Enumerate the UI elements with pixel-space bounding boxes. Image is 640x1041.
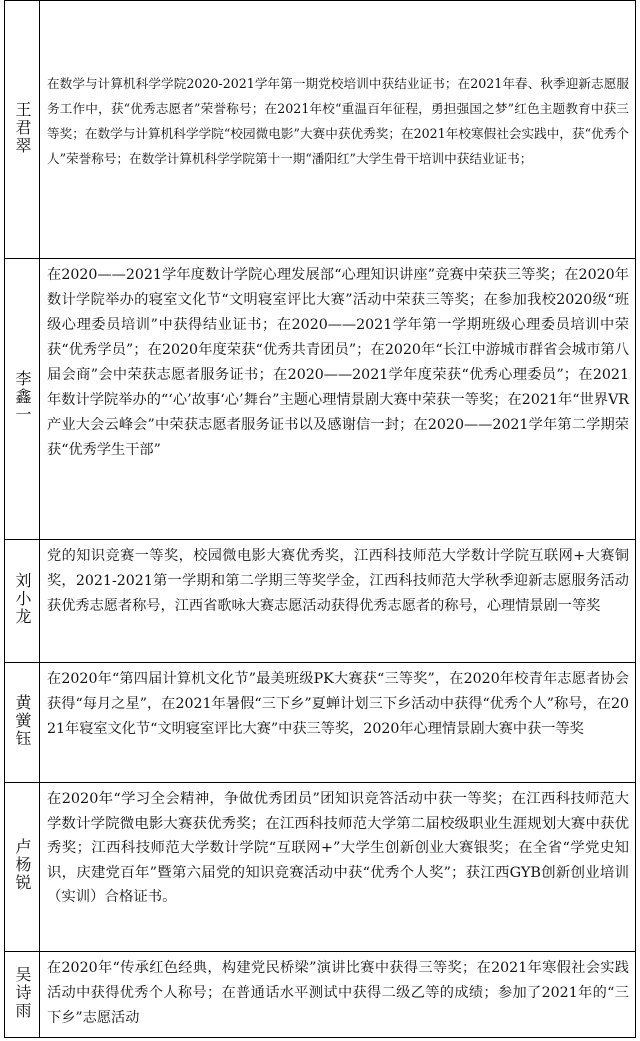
table-row [5,952,636,1038]
table-row [5,540,636,663]
award-description: 在数学与计算机科学学院2020-2021学年第一期党校培训中获结业证书；在2021年春、秋季迎新志愿服务工作中，获“优秀志愿者”荣誉称号；在2021年校“重温百年征程，勇担强国之梦”红色主题教育中获三等奖；在数学与计算机科学学院“校园微电影”大赛中获优秀奖；在2021年校寒假社会实践中，获“优秀个人”荣誉称号；在数学计算机科学学院第十一期“潘阳红”大学生骨干培训中获结业证书； [47,76,629,166]
award-description-cell [40,259,636,540]
award-description: 在2020——2021学年度数计学院心理发展部“心理知识讲座”竞赛中荣获三等奖；在2020年数计学院举办的寝室文化节“文明寝室评比大赛”活动中荣获三等奖；在参加我校2020级“班级心理委员培训”中获得结业证书；在2020——2021学年第一学期班级心理委员培训中荣获“优秀学员”；在2020年度荣获“优秀共青团员”；在2020年“长江中游城市群省会城市第八届会商”会中荣获志愿者服务证书；在2020——2021学年度荣获“优秀心理委员”；在2021年数计学院举办的“‘心’故事‘心’舞台”主题心理情景剧大赛中荣获一等奖；在2021年“世界VR产业大会云峰会”中荣获志愿者服务证书以及感谢信一封；在2020——2021学年第二学期荣获“优秀学生干部” [47,267,629,458]
award-description-cell [40,952,636,1038]
student-name-cell [5,540,40,663]
award-description-cell [40,663,636,783]
table-row [5,783,636,952]
student-name-cell [5,663,40,783]
award-description-cell [40,783,636,952]
student-name-cell [5,1,40,259]
table-row [5,1,636,259]
student-name: 李鑫一 [13,370,32,424]
student-name-cell [5,783,40,952]
student-name: 王君翠 [13,100,32,155]
award-description-cell [40,540,636,663]
award-description: 在2020年“学习全会精神，争做优秀团员”团知识竞答活动中获一等奖；在江西科技师范大学数计学院微电影大赛获优秀奖；在江西科技师范大学第二届校级职业生涯规划大赛中获优秀奖；江西科技师范大学数计学院“互联网+”大学生创新创业大赛银奖；在全省“学党史知识，庆建党百年”暨第六届党的知识竞赛活动中获“优秀个人奖”；获江西GYB创新创业培训（实训）合格证书。 [47,791,629,906]
award-description-cell [40,1,636,259]
student-name: 卢杨锐 [13,838,32,892]
award-description: 在2020年“第四届计算机文化节”最美班级PK大赛获“三等奖”，在2020年校青年志愿者协会获得“每月之星”，在2021年暑假“三下乡”夏蝉计划三下乡活动中获得“优秀个人”称号，在2021年寝室文化节“文明寝室评比大赛”中获三等奖，2020年心理情景剧大赛中获一等奖 [47,671,629,737]
student-name-cell [5,952,40,1038]
table-row [5,663,636,783]
student-name: 黄黉钰 [13,693,32,748]
award-description: 党的知识竞赛一等奖，校园微电影大赛优秀奖，江西科技师范大学数计学院互联网+大赛铜奖，2021-2021第一学期和第二学期三等奖学金，江西科技师范大学秋季迎新志愿服务活动获优秀志愿者称号，江西省歌咏大赛志愿活动获得优秀志愿者的称号，心理情景剧一等奖 [47,548,629,614]
student-name: 刘小龙 [13,572,32,626]
student-name-cell [5,259,40,540]
student-name: 吴诗雨 [13,965,32,1020]
table-row [5,259,636,540]
award-description: 在2020年“传承红色经典，构建党民桥梁”演讲比赛中获得三等奖；在2021年寒假社会实践活动中获得优秀个人称号；在普通话水平测试中获得二级乙等的成绩；参加了2021年的“三下乡”志愿活动 [47,960,629,1026]
awards-table [4,0,636,1038]
